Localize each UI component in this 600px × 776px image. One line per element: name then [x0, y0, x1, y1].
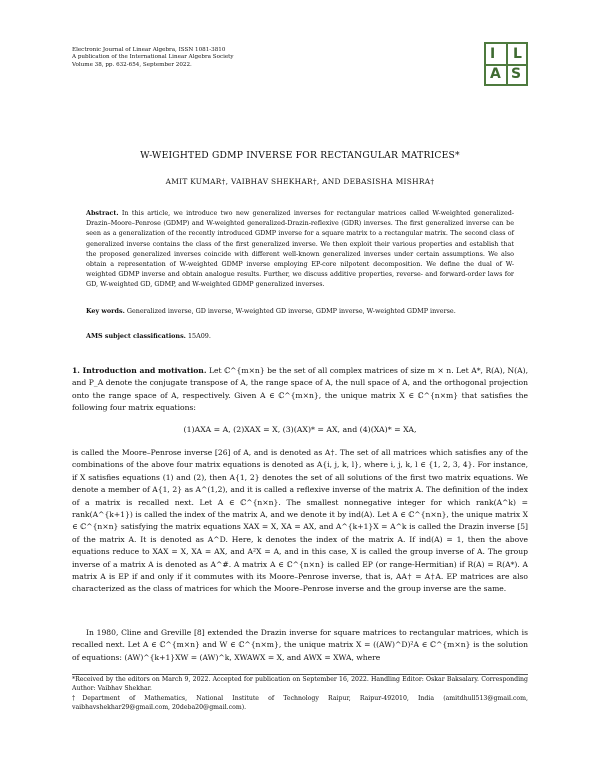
footnote-affiliation: †Department of Mathematics, National Institute of Technology Raipur, Raipur-492010, India (amitdhull513@gmail.com, vaibhavshekhar29@gmail.com, 20deba20@gmail.com). — [72, 695, 528, 711]
ams-label: AMS subject classifications. — [86, 332, 186, 340]
keywords-label: Key words. — [86, 307, 125, 315]
intro-p1-text: Let ℂ^{m×n} be the set of all complex matrices of size m × n. Let A*, R(A), N(A), and P_A denote the conjugate transpose of A, the range space of A, the null space of A, and the orthogonal projection onto the range space of A, respectively. Given A ∈ ℂ^{m×n}, the unique matrix X ∈ ℂ^{n×m} that satisfies the following four matrix equations: — [72, 366, 528, 413]
logo-letter-i: I — [490, 46, 496, 62]
journal-line-1: Electronic Journal of Linear Algebra, ISSN 1081-3810 — [72, 47, 226, 53]
intro-paragraph-1 — [72, 365, 528, 415]
abstract-text: In this article, we introduce two new generalized inverses for rectangular matrices called W-weighted generalized-Drazin–Moore–Penrose (GDMP) and W-weighted generalized-Drazin-reflexive (GDR) inverses. The first generalized inverse can be seen as a generalization of the recently introduced GDMP inverse for a square matrix to a rectangular matrix. The second class of generalized inverse contains the class of the first generalized inverse. We then exploit their various properties and establish that the proposed generalized inverses coincide with different well-known generalized inverses under certain assumptions. We also obtain a representation of W-weighted GDMP inverse employing EP-core nilpotent decomposition. We define the dual of W-weighted GDMP inverse and obtain analogue results. Further, we discuss additive properties, reverse- and forward-order laws for GD, W-weighted GD, GDMP, and W-weighted GDMP generalized inverses. — [86, 209, 514, 289]
paper-title: W-WEIGHTED GDMP INVERSE FOR RECTANGULAR MATRICES* — [140, 150, 460, 161]
section-heading: 1. Introduction and motivation. — [72, 366, 207, 375]
journal-line-3: Volume 38, pp. 632-654, September 2022. — [72, 61, 192, 68]
abstract-label: Abstract. — [86, 209, 119, 217]
intro-paragraph-3: In 1980, Cline and Greville [8] extended the Drazin inverse for square matrices to rectangular matrices, which is recalled next. Let A ∈ ℂ^{m×n} and W ∈ ℂ^{n×m}, the unique matrix X = ((AW)^D)²A ∈ ℂ^{m×n} is the solution of equations: (AW)^{k+1}XW = (AW)^k, XWAWX = X, and AWX = XWA, where — [72, 628, 528, 662]
ams-text: 15A09. — [187, 332, 211, 340]
abstract — [86, 208, 514, 290]
footnote-rule — [72, 674, 528, 675]
journal-line-2: A publication of the International Linear Algebra Society — [72, 54, 234, 61]
paper-authors: AMIT KUMAR†, VAIBHAV SHEKHAR†, AND DEBASISHA MISHRA† — [165, 177, 435, 186]
keywords-text: Generalized inverse, GD inverse, W-weighted GD inverse, GDMP inverse, W-weighted GDMP inverse. — [126, 307, 456, 315]
footnote-received: *Received by the editors on March 9, 2022. Accepted for publication on September 16, 2022. Handling Editor: Oskar Baksalary. Corresponding Author: Vaibhav Shekhar. — [72, 676, 528, 692]
logo-divider-v — [506, 44, 508, 84]
penrose-equations: (1)AXA = A, (2)XAX = X, (3)(AX)* = AX, and (4)(XA)* = XA, — [183, 425, 417, 434]
ilas-logo — [484, 42, 528, 86]
logo-letter-a: A — [490, 66, 501, 82]
logo-letter-l: L — [513, 46, 522, 62]
keywords — [86, 306, 514, 316]
journal-header — [72, 47, 234, 69]
intro-paragraph-2: is called the Moore–Penrose inverse [26] of A, and is denoted as A†. The set of all matrices which satisfies any of the combinations of the above four matrix equations is denoted as A{i, j, k, l}, where i, j, k, l ∈ {1, 2, 3, 4}. For instance, if X satisfies equations (1) and (2), then A{1, 2} denotes the set of all solutions of the first two matrix equations. We denote a member of A{1, 2} as A^(1,2), and it is called a reflexive inverse of the matrix A. The definition of the index of a matrix is recalled next. Let A ∈ ℂ^{n×n}. The smallest nonnegative integer for which rank(A^k) = rank(A^{k+1}) is called the index of the matrix A, and we denote it by ind(A). Let A ∈ ℂ^{n×n}, the unique matrix X ∈ ℂ^{n×n} satisfying the matrix equations XAX = X, XA = AX, and A^{k+1}X = A^k is called the Drazin inverse [5] of the matrix A. It is denoted as A^D. Here, k denotes the index of the matrix A. If ind(A) = 1, then the above equations reduce to XAX = X, XA = AX, and A²X = A, and in this case, X is called the group inverse of A. The group inverse of a matrix A is denoted as A^#. A matrix A ∈ ℂ^{n×n} is called EP (or range-Hermitian) if R(A) = R(A*). A matrix A is EP if and only if it commutes with its Moore–Penrose inverse, that is, AA† = A†A. EP matrices are also characterized as the class of matrices for which the Moore–Penrose inverse and the group inverse are the same. — [72, 448, 528, 594]
ams-classifications — [86, 331, 514, 341]
logo-letter-s: S — [511, 66, 522, 82]
